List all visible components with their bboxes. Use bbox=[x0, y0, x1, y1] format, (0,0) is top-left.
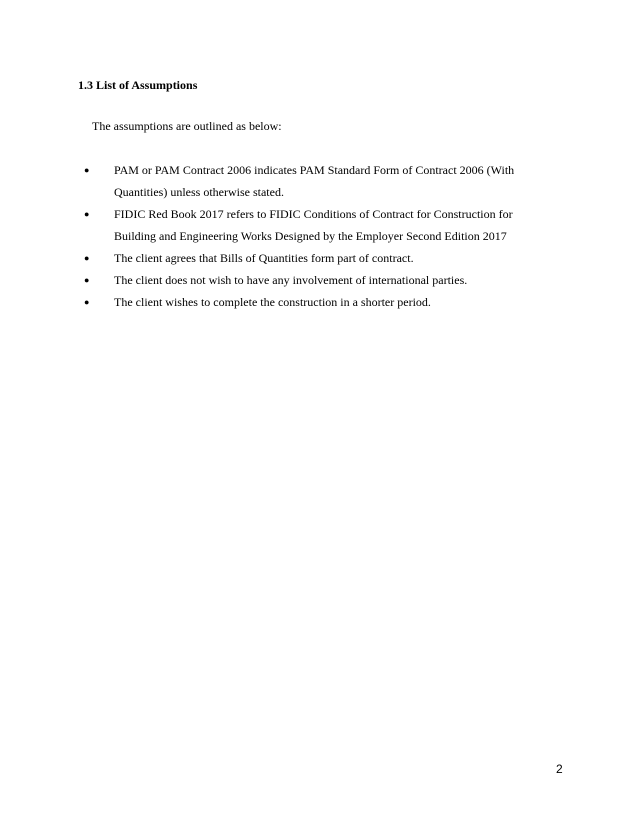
section-heading: 1.3 List of Assumptions bbox=[78, 78, 198, 92]
list-item bbox=[80, 247, 560, 269]
bullet-icon: ● bbox=[84, 209, 90, 219]
intro-text: The assumptions are outlined as below: bbox=[92, 119, 282, 133]
list-item-text-line: Building and Engineering Works Designed by the Employer Second Edition 2017 bbox=[114, 229, 507, 243]
list-item-text-line: The client does not wish to have any involvement of international parties. bbox=[114, 273, 468, 287]
bullet-icon: ● bbox=[84, 275, 90, 285]
list-item bbox=[80, 203, 560, 247]
page-number: 2 bbox=[556, 762, 563, 776]
bullet-icon: ● bbox=[84, 253, 90, 263]
list-item-text-line: PAM or PAM Contract 2006 indicates PAM Standard Form of Contract 2006 (With bbox=[114, 163, 515, 177]
list-item-text-line: FIDIC Red Book 2017 refers to FIDIC Conditions of Contract for Construction for bbox=[114, 207, 513, 221]
bullet-icon: ● bbox=[84, 297, 90, 307]
list-item-text-line: The client wishes to complete the construction in a shorter period. bbox=[114, 295, 431, 309]
list-item bbox=[80, 159, 560, 203]
bullet-icon: ● bbox=[84, 165, 90, 175]
assumptions-list bbox=[80, 159, 560, 313]
list-item-text-line: The client agrees that Bills of Quantities form part of contract. bbox=[114, 251, 414, 265]
list-item bbox=[80, 269, 560, 291]
list-item bbox=[80, 291, 560, 313]
list-item-text-line: Quantities) unless otherwise stated. bbox=[114, 185, 284, 199]
